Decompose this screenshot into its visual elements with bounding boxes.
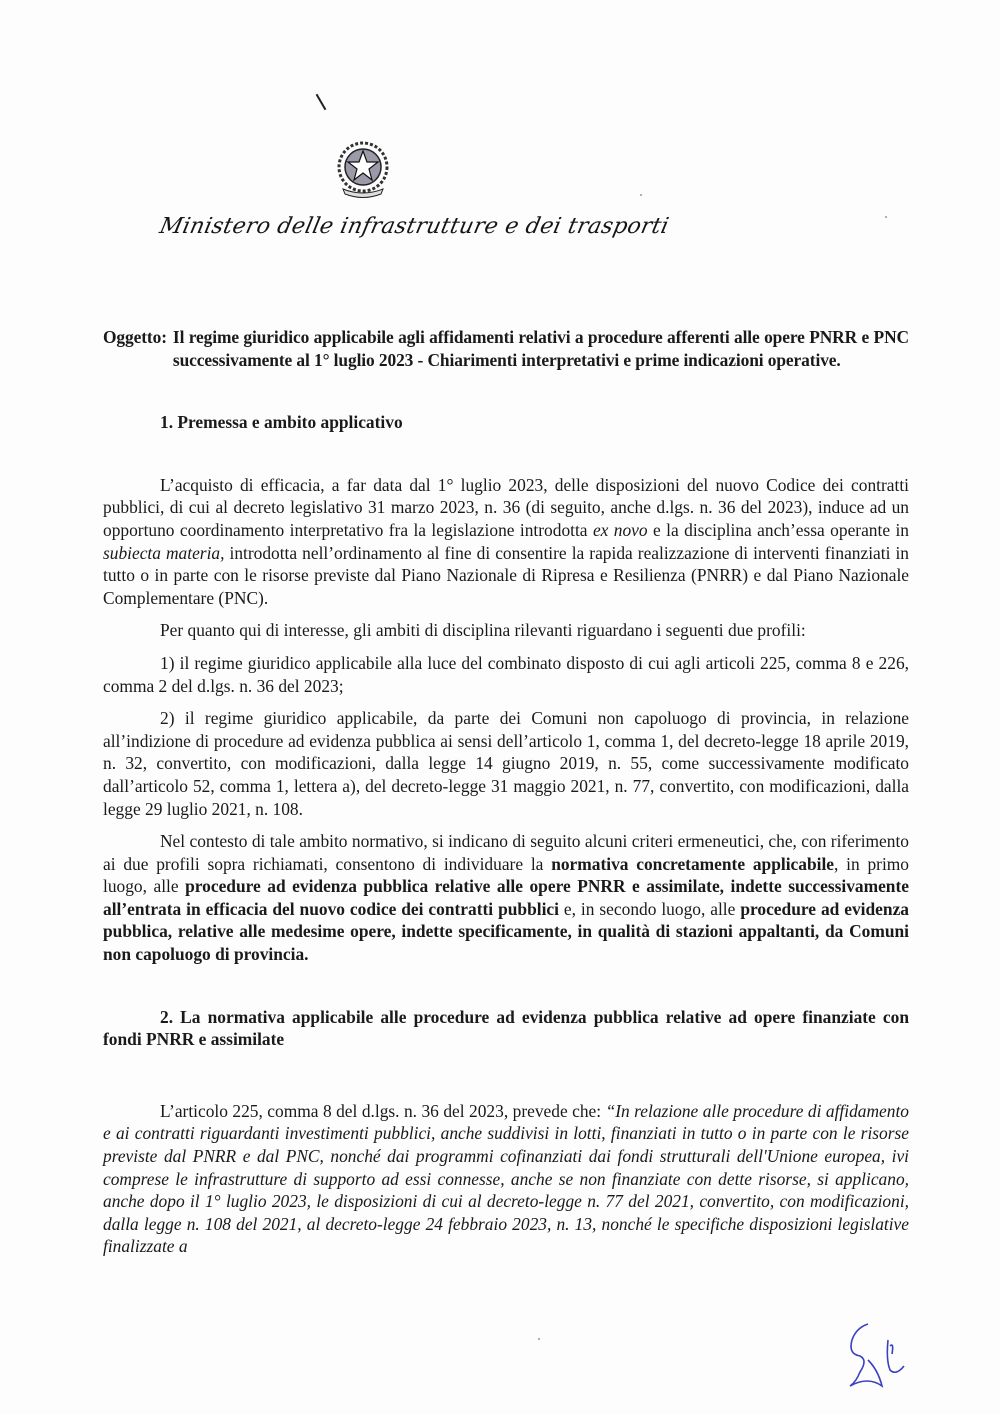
text-run: e la disciplina anch’essa operante in xyxy=(647,519,909,540)
text-run: , in primo luogo, alle xyxy=(103,853,909,897)
italic-quote-run: “In relazione alle procedure di affidamento e ai contratti riguardanti investimenti pubblici, anche suddivisi in lotti, finanziati in tutto o in parte con le risorse previste dal PNRR e dal PNC, nonché dai programmi cofinanziati dai fondi strutturali dell'Unione europea, ivi comprese le infrastrutture di supporto ad essi connesse, anche se non finanziate con dette risorse, si applicano, anche dopo il 1° luglio 2023, le disposizioni di cui al decreto-legge n. 77 del 2021, convertito, con modificazioni, dalla legge n. 108 del 2021, al decreto-legge 24 febbraio 2023, n. 13, nonché le specifiche disposizioni legislative finalizzate a xyxy=(103,1100,909,1257)
section-1-paragraph-3 xyxy=(103,830,909,966)
section-1-paragraph-2: Per quanto qui di interesse, gli ambiti di disciplina rilevanti riguardano i seguenti due profili: xyxy=(160,620,806,641)
text-run: L’articolo 225, comma 8 del d.lgs. n. 36 del 2023, prevede che: xyxy=(160,1100,606,1121)
text-run: introdotta nell’ordinamento al fine di consentire la rapida realizzazione di interventi finanziati in tutto o in parte con le risorse previste dal Piano Nazionale di Ripresa e Resilienza (PNRR) e dal Piano Nazionale Complementare (PNC). xyxy=(103,542,910,608)
scan-artifact-mark xyxy=(316,94,327,111)
section-1-paragraph-1 xyxy=(103,474,909,610)
subject-label: Oggetto: xyxy=(103,327,167,347)
list-item-2: 2) il regime giuridico applicabile, da parte dei Comuni non capoluogo di provincia, in relazione all’indizione di procedure ad evidenza pubblica ai sensi dell’articolo 1, comma 1, del decreto-legge 18 aprile 2019, n. 32, convertito, con modificazioni, dalla legge 14 giugno 2019, n. 55, come successivamente modificato dall’articolo 52, comma 1, lettera a), del decreto-legge 31 maggio 2021, n. 77, convertito, con modificazioni, dalla legge 29 luglio 2021, n. 108. xyxy=(103,708,909,819)
subject-block xyxy=(103,326,909,371)
text-run: e, in secondo luogo, alle xyxy=(558,898,741,919)
scan-speck xyxy=(640,194,642,196)
bold-run: normativa concretamente applicabile xyxy=(551,853,835,874)
text-run: Nel contesto di tale ambito normativo, si indicano di seguito alcuni criteri ermeneutici, che, con riferimento ai due profili sopra richiamati, consentono di individuare la xyxy=(103,831,909,874)
list-item-1: 1) il regime giuridico applicabile alla luce del combinato disposto di cui agli articoli 225, comma 8 e 226, comma 2 del d.lgs. n. 36 del 2023; xyxy=(103,652,909,696)
ministry-name: Ministero delle infrastrutture e dei trasporti xyxy=(157,214,672,239)
scan-speck xyxy=(538,1338,540,1340)
subject-text: Il regime giuridico applicabile agli affidamenti relativi a procedure afferenti alle opere PNRR e PNC successivamente al 1° luglio 2023 - Chiarimenti interpretativi e prime indicazioni operative. xyxy=(172,327,909,370)
bold-run: procedure ad evidenza pubblica relative alle opere PNRR e assimilate, indette successivamente all’entrata in efficacia del nuovo codice dei contratti pubblici xyxy=(103,876,909,919)
bold-run: procedure ad evidenza pubblica, relative alle medesime opere, indette specificamente, in qualità di stazioni appaltanti, da Comuni non capoluogo di provincia. xyxy=(103,898,909,965)
scan-speck xyxy=(885,216,887,218)
handwritten-signature-icon xyxy=(838,1320,928,1390)
text-run: L’acquisto di efficacia, a far data dal 1° luglio 2023, delle disposizioni del nuovo Codice dei contratti pubblici, di cui al decreto legislativo 31 marzo 2023, n. 36 (di seguito, anche d.lgs. n. 36 del 2023), induce ad un opportuno coordinamento interpretativo fra la legislazione introdotta xyxy=(103,474,909,540)
italian-republic-emblem-icon xyxy=(331,137,395,201)
section-1-heading: 1. Premessa e ambito applicativo xyxy=(160,412,403,433)
document-body xyxy=(103,326,909,1268)
italic-run: ex novo xyxy=(592,519,648,540)
section-2-paragraph-1 xyxy=(103,1100,909,1258)
section-2-heading: 2. La normativa applicabile alle procedure ad evidenza pubblica relative ad opere finanziate con fondi PNRR e assimilate xyxy=(103,1006,909,1050)
italic-run: subiecta materia, xyxy=(103,542,225,563)
